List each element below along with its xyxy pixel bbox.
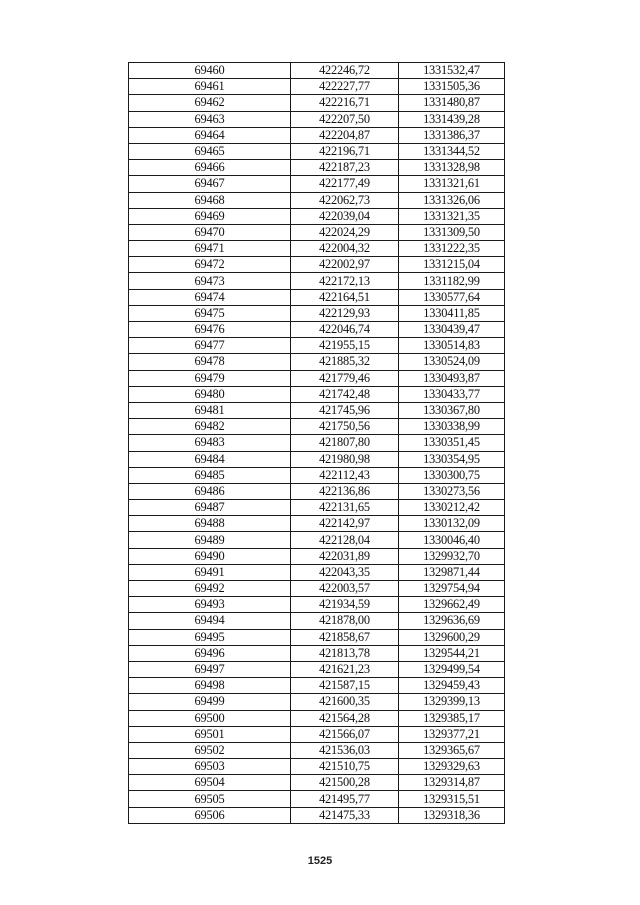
x-coordinate-cell: 422164,51 xyxy=(291,289,399,305)
x-coordinate-cell: 422136,86 xyxy=(291,483,399,499)
y-coordinate-cell: 1329365,67 xyxy=(399,742,505,758)
x-coordinate-cell: 421955,15 xyxy=(291,338,399,354)
y-coordinate-cell: 1331532,47 xyxy=(399,63,505,79)
x-coordinate-cell: 421500,28 xyxy=(291,775,399,791)
x-coordinate-cell: 422129,93 xyxy=(291,305,399,321)
table-row xyxy=(129,435,505,451)
x-coordinate-cell: 421475,33 xyxy=(291,807,399,823)
y-coordinate-cell: 1329329,63 xyxy=(399,759,505,775)
point-number-cell: 69476 xyxy=(129,322,291,338)
y-coordinate-cell: 1329399,13 xyxy=(399,694,505,710)
table-row xyxy=(129,742,505,758)
point-number-cell: 69460 xyxy=(129,63,291,79)
y-coordinate-cell: 1331344,52 xyxy=(399,143,505,159)
x-coordinate-cell: 422112,43 xyxy=(291,467,399,483)
x-coordinate-cell: 421587,15 xyxy=(291,678,399,694)
table-row xyxy=(129,192,505,208)
table-row xyxy=(129,759,505,775)
y-coordinate-cell: 1330514,83 xyxy=(399,338,505,354)
x-coordinate-cell: 422062,73 xyxy=(291,192,399,208)
x-coordinate-cell: 422131,65 xyxy=(291,500,399,516)
y-coordinate-cell: 1329932,70 xyxy=(399,548,505,564)
x-coordinate-cell: 421566,07 xyxy=(291,726,399,742)
point-number-cell: 69488 xyxy=(129,516,291,532)
x-coordinate-cell: 422204,87 xyxy=(291,127,399,143)
table-row xyxy=(129,564,505,580)
coordinates-table-body xyxy=(129,63,505,824)
table-row xyxy=(129,289,505,305)
table-row xyxy=(129,208,505,224)
y-coordinate-cell: 1330212,42 xyxy=(399,500,505,516)
x-coordinate-cell: 422024,29 xyxy=(291,224,399,240)
x-coordinate-cell: 421495,77 xyxy=(291,791,399,807)
point-number-cell: 69482 xyxy=(129,419,291,435)
x-coordinate-cell: 422172,13 xyxy=(291,273,399,289)
point-number-cell: 69485 xyxy=(129,467,291,483)
table-row xyxy=(129,111,505,127)
x-coordinate-cell: 422039,04 xyxy=(291,208,399,224)
table-row xyxy=(129,160,505,176)
point-number-cell: 69504 xyxy=(129,775,291,791)
x-coordinate-cell: 422207,50 xyxy=(291,111,399,127)
table-row xyxy=(129,402,505,418)
point-number-cell: 69477 xyxy=(129,338,291,354)
y-coordinate-cell: 1330354,95 xyxy=(399,451,505,467)
table-row xyxy=(129,694,505,710)
table-row xyxy=(129,613,505,629)
y-coordinate-cell: 1330493,87 xyxy=(399,370,505,386)
x-coordinate-cell: 421510,75 xyxy=(291,759,399,775)
table-row xyxy=(129,645,505,661)
point-number-cell: 69495 xyxy=(129,629,291,645)
table-row xyxy=(129,597,505,613)
point-number-cell: 69506 xyxy=(129,807,291,823)
y-coordinate-cell: 1330439,47 xyxy=(399,322,505,338)
x-coordinate-cell: 421745,96 xyxy=(291,402,399,418)
y-coordinate-cell: 1330351,45 xyxy=(399,435,505,451)
x-coordinate-cell: 421885,32 xyxy=(291,354,399,370)
table-row xyxy=(129,273,505,289)
point-number-cell: 69500 xyxy=(129,710,291,726)
x-coordinate-cell: 421536,03 xyxy=(291,742,399,758)
table-row xyxy=(129,710,505,726)
x-coordinate-cell: 422216,71 xyxy=(291,95,399,111)
point-number-cell: 69478 xyxy=(129,354,291,370)
x-coordinate-cell: 421934,59 xyxy=(291,597,399,613)
table-row xyxy=(129,95,505,111)
table-row xyxy=(129,338,505,354)
coordinates-table xyxy=(128,62,505,824)
point-number-cell: 69481 xyxy=(129,402,291,418)
y-coordinate-cell: 1331480,87 xyxy=(399,95,505,111)
point-number-cell: 69471 xyxy=(129,241,291,257)
x-coordinate-cell: 421807,80 xyxy=(291,435,399,451)
table-row xyxy=(129,467,505,483)
page-number: 1525 xyxy=(307,855,333,867)
point-number-cell: 69469 xyxy=(129,208,291,224)
y-coordinate-cell: 1329636,69 xyxy=(399,613,505,629)
point-number-cell: 69470 xyxy=(129,224,291,240)
x-coordinate-cell: 422043,35 xyxy=(291,564,399,580)
x-coordinate-cell: 422187,23 xyxy=(291,160,399,176)
point-number-cell: 69475 xyxy=(129,305,291,321)
table-row xyxy=(129,176,505,192)
table-row xyxy=(129,661,505,677)
x-coordinate-cell: 422227,77 xyxy=(291,79,399,95)
y-coordinate-cell: 1330367,80 xyxy=(399,402,505,418)
y-coordinate-cell: 1331386,37 xyxy=(399,127,505,143)
y-coordinate-cell: 1329600,29 xyxy=(399,629,505,645)
x-coordinate-cell: 422128,04 xyxy=(291,532,399,548)
point-number-cell: 69467 xyxy=(129,176,291,192)
table-row xyxy=(129,127,505,143)
table-row xyxy=(129,322,505,338)
point-number-cell: 69461 xyxy=(129,79,291,95)
point-number-cell: 69503 xyxy=(129,759,291,775)
table-row xyxy=(129,726,505,742)
point-number-cell: 69502 xyxy=(129,742,291,758)
table-row xyxy=(129,354,505,370)
table-row xyxy=(129,386,505,402)
y-coordinate-cell: 1329314,87 xyxy=(399,775,505,791)
x-coordinate-cell: 421621,23 xyxy=(291,661,399,677)
table-row xyxy=(129,548,505,564)
point-number-cell: 69465 xyxy=(129,143,291,159)
table-row xyxy=(129,241,505,257)
x-coordinate-cell: 421779,46 xyxy=(291,370,399,386)
y-coordinate-cell: 1330411,85 xyxy=(399,305,505,321)
point-number-cell: 69505 xyxy=(129,791,291,807)
table-row xyxy=(129,305,505,321)
x-coordinate-cell: 421564,28 xyxy=(291,710,399,726)
point-number-cell: 69464 xyxy=(129,127,291,143)
x-coordinate-cell: 421813,78 xyxy=(291,645,399,661)
table-row xyxy=(129,791,505,807)
point-number-cell: 69487 xyxy=(129,500,291,516)
table-row xyxy=(129,516,505,532)
table-row xyxy=(129,370,505,386)
y-coordinate-cell: 1329499,54 xyxy=(399,661,505,677)
point-number-cell: 69489 xyxy=(129,532,291,548)
y-coordinate-cell: 1331439,28 xyxy=(399,111,505,127)
point-number-cell: 69497 xyxy=(129,661,291,677)
x-coordinate-cell: 422196,71 xyxy=(291,143,399,159)
x-coordinate-cell: 422003,57 xyxy=(291,581,399,597)
x-coordinate-cell: 421980,98 xyxy=(291,451,399,467)
y-coordinate-cell: 1329315,51 xyxy=(399,791,505,807)
y-coordinate-cell: 1330524,09 xyxy=(399,354,505,370)
table-row xyxy=(129,63,505,79)
x-coordinate-cell: 422004,32 xyxy=(291,241,399,257)
point-number-cell: 69479 xyxy=(129,370,291,386)
table-row xyxy=(129,143,505,159)
table-row xyxy=(129,581,505,597)
point-number-cell: 69486 xyxy=(129,483,291,499)
point-number-cell: 69468 xyxy=(129,192,291,208)
x-coordinate-cell: 422031,89 xyxy=(291,548,399,564)
table-row xyxy=(129,629,505,645)
y-coordinate-cell: 1330338,99 xyxy=(399,419,505,435)
y-coordinate-cell: 1331215,04 xyxy=(399,257,505,273)
table-row xyxy=(129,483,505,499)
point-number-cell: 69474 xyxy=(129,289,291,305)
point-number-cell: 69498 xyxy=(129,678,291,694)
y-coordinate-cell: 1331326,06 xyxy=(399,192,505,208)
y-coordinate-cell: 1329754,94 xyxy=(399,581,505,597)
table-row xyxy=(129,807,505,823)
x-coordinate-cell: 422246,72 xyxy=(291,63,399,79)
x-coordinate-cell: 421878,00 xyxy=(291,613,399,629)
x-coordinate-cell: 421600,35 xyxy=(291,694,399,710)
y-coordinate-cell: 1330300,75 xyxy=(399,467,505,483)
point-number-cell: 69463 xyxy=(129,111,291,127)
y-coordinate-cell: 1330433,77 xyxy=(399,386,505,402)
point-number-cell: 69499 xyxy=(129,694,291,710)
table-row xyxy=(129,451,505,467)
y-coordinate-cell: 1331328,98 xyxy=(399,160,505,176)
point-number-cell: 69501 xyxy=(129,726,291,742)
point-number-cell: 69493 xyxy=(129,597,291,613)
y-coordinate-cell: 1330046,40 xyxy=(399,532,505,548)
point-number-cell: 69490 xyxy=(129,548,291,564)
point-number-cell: 69496 xyxy=(129,645,291,661)
point-number-cell: 69480 xyxy=(129,386,291,402)
y-coordinate-cell: 1330273,56 xyxy=(399,483,505,499)
table-row xyxy=(129,678,505,694)
x-coordinate-cell: 422177,49 xyxy=(291,176,399,192)
y-coordinate-cell: 1329871,44 xyxy=(399,564,505,580)
point-number-cell: 69484 xyxy=(129,451,291,467)
y-coordinate-cell: 1329318,36 xyxy=(399,807,505,823)
table-row xyxy=(129,224,505,240)
table-row xyxy=(129,775,505,791)
y-coordinate-cell: 1331309,50 xyxy=(399,224,505,240)
point-number-cell: 69494 xyxy=(129,613,291,629)
x-coordinate-cell: 422046,74 xyxy=(291,322,399,338)
y-coordinate-cell: 1331321,61 xyxy=(399,176,505,192)
point-number-cell: 69483 xyxy=(129,435,291,451)
y-coordinate-cell: 1330132,09 xyxy=(399,516,505,532)
y-coordinate-cell: 1329377,21 xyxy=(399,726,505,742)
y-coordinate-cell: 1331182,99 xyxy=(399,273,505,289)
x-coordinate-cell: 421858,67 xyxy=(291,629,399,645)
x-coordinate-cell: 422142,97 xyxy=(291,516,399,532)
point-number-cell: 69491 xyxy=(129,564,291,580)
table-row xyxy=(129,419,505,435)
table-row xyxy=(129,532,505,548)
y-coordinate-cell: 1329662,49 xyxy=(399,597,505,613)
point-number-cell: 69492 xyxy=(129,581,291,597)
x-coordinate-cell: 421750,56 xyxy=(291,419,399,435)
point-number-cell: 69466 xyxy=(129,160,291,176)
table-row xyxy=(129,79,505,95)
y-coordinate-cell: 1331321,35 xyxy=(399,208,505,224)
y-coordinate-cell: 1329459,43 xyxy=(399,678,505,694)
table-row xyxy=(129,257,505,273)
point-number-cell: 69462 xyxy=(129,95,291,111)
y-coordinate-cell: 1331505,36 xyxy=(399,79,505,95)
y-coordinate-cell: 1330577,64 xyxy=(399,289,505,305)
y-coordinate-cell: 1331222,35 xyxy=(399,241,505,257)
point-number-cell: 69473 xyxy=(129,273,291,289)
y-coordinate-cell: 1329544,21 xyxy=(399,645,505,661)
y-coordinate-cell: 1329385,17 xyxy=(399,710,505,726)
x-coordinate-cell: 421742,48 xyxy=(291,386,399,402)
x-coordinate-cell: 422002,97 xyxy=(291,257,399,273)
table-row xyxy=(129,500,505,516)
point-number-cell: 69472 xyxy=(129,257,291,273)
